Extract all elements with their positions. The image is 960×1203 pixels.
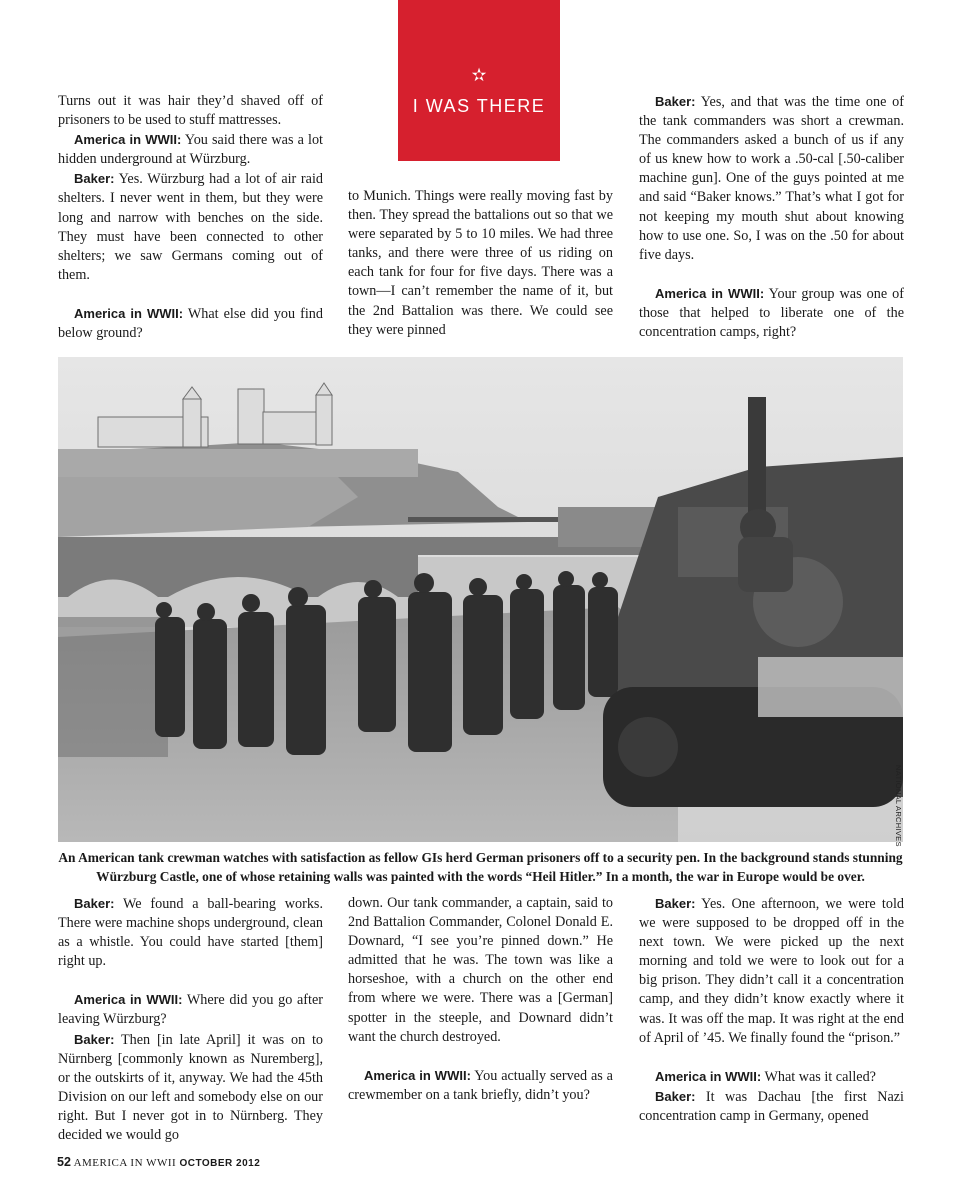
paragraph bbox=[58, 130, 323, 169]
speaker-label: America in WWII: bbox=[74, 992, 183, 1008]
speaker-label: America in WWII: bbox=[74, 305, 184, 321]
photo-caption: An American tank crewman watches with satisfaction as fellow GIs herd German prisoners off to a security pen. In the background stands stunning Würzburg Castle, one of whose retaining walls was painted with the words “Heil Hitler.” In a month, the war in Europe would be over. bbox=[58, 850, 903, 884]
magazine-name: AMERICA IN WWII bbox=[73, 1157, 177, 1169]
paragraph: down. Our tank commander, a captain, said to 2nd Battalion Commander, Colonel Donald E. Downard, “I see you’re pinned down.” He admitted that he was. The town was like a horseshoe, with a church on the other end from where we were. There was a [German] spotter in the steeple, and Downard didn’t want the church destroyed. bbox=[348, 895, 613, 1045]
speaker-label: Baker: bbox=[655, 1088, 696, 1104]
paragraph-text: Yes. Würzburg had a lot of air raid shelters. I never went in them, but they were long and narrow with benches on the side. They must have been connected to other shelters; we saw Germans coming out of them. bbox=[58, 171, 323, 283]
page-footer bbox=[57, 1155, 260, 1169]
paragraph-text: You said there was a lot hidden underground at Würzburg. bbox=[58, 132, 323, 168]
section-banner bbox=[398, 0, 560, 161]
photo-illustration bbox=[58, 357, 903, 842]
paragraph-text: Then [in late April] it was on to Nürnberg [commonly known as Nuremberg], or the outskirts of it, anyway. We had the 45th Division on our left and somebody else on our right. But I never got in to Nürnberg. They decided we would go bbox=[58, 1031, 323, 1144]
paragraph bbox=[639, 894, 904, 1048]
paragraph-text: Where did you go after leaving Würzburg? bbox=[58, 992, 323, 1028]
page-number: 52 bbox=[57, 1155, 71, 1169]
bottom-column-2 bbox=[348, 894, 613, 1105]
historical-photo bbox=[58, 357, 903, 842]
paragraph bbox=[639, 92, 904, 265]
speaker-label: Baker: bbox=[74, 171, 115, 187]
speaker-label: Baker: bbox=[74, 1031, 115, 1047]
rubble-bank bbox=[58, 617, 168, 757]
bottom-column-1 bbox=[58, 894, 323, 1145]
paragraph-text: Yes. One afternoon, we were told we were supposed to be dropped off in the next town. We were picked up the next morning and told we were to look out for a big prison. They didn’t call it a concentration camp, and they didn’t know exactly where it was. It was off the map. It was right at the end of April of ’45. We finally found the “prison.” bbox=[639, 896, 904, 1046]
paragraph bbox=[348, 1066, 613, 1105]
paragraph-text: It was Dachau [the first Nazi concentration camp in Germany, opened bbox=[639, 1088, 904, 1124]
paragraph-text: We found a ball-bearing works. There were machine shops underground, clean as a whistle. You could have started [them] right up. bbox=[58, 896, 323, 970]
speaker-label: Baker: bbox=[655, 94, 696, 109]
speaker-label: America in WWII: bbox=[655, 285, 765, 301]
paragraph bbox=[639, 284, 904, 342]
paragraph: Turns out it was hair they’d shaved off of prisoners to be used to stuff mattresses. bbox=[58, 93, 323, 129]
paragraph-text: Yes, and that was the time one of the tank commanders was short a crewman. The commanders asked a bunch of us if any of us knew how to work a .50-cal [.50-caliber machine gun]. One of the guys pointed at me and said “Baker knows.” That’s what I got for not keeping my mouth shut about knowing how to use one. So, I was on the .50 for about five days. bbox=[639, 94, 904, 263]
bottom-column-3 bbox=[639, 894, 904, 1126]
speaker-label: America in WWII: bbox=[74, 132, 182, 148]
top-column-3 bbox=[639, 92, 904, 342]
paragraph bbox=[639, 1067, 904, 1087]
speaker-label: America in WWII: bbox=[364, 1067, 471, 1083]
photo-credit: NATIONAL ARCHIVES bbox=[894, 765, 903, 847]
paragraph: to Munich. Things were really moving fast by then. They spread the battalions out so that we were separated by 5 to 10 miles. We had three tanks, and there were three of us riding on each tank for four for five days. There was a town—I can’t remember the name of it, but the 2nd Battalion was there. We could see they were pinned bbox=[348, 188, 613, 338]
paragraph bbox=[58, 894, 323, 971]
paragraph-text: You actually served as a crewmember on a tank briefly, didn’t you? bbox=[348, 1067, 613, 1103]
top-column-1 bbox=[58, 92, 323, 343]
speaker-label: Baker: bbox=[655, 896, 696, 911]
paragraph bbox=[58, 304, 323, 343]
paragraph-text: What was it called? bbox=[761, 1068, 876, 1085]
paragraph-text: Your group was one of those that helped to liberate one of the concentration camps, right? bbox=[639, 285, 904, 341]
paragraph bbox=[58, 1030, 323, 1146]
star-icon: ✫ bbox=[471, 65, 487, 85]
paragraph bbox=[58, 990, 323, 1029]
speaker-label: Baker: bbox=[74, 896, 115, 911]
section-title: I WAS THERE bbox=[412, 96, 546, 116]
speaker-label: America in WWII: bbox=[655, 1068, 762, 1084]
top-column-2 bbox=[348, 187, 613, 340]
paragraph bbox=[639, 1087, 904, 1126]
issue-date: OCTOBER 2012 bbox=[179, 1158, 261, 1169]
paragraph-text: What else did you find below ground? bbox=[58, 305, 323, 342]
retaining-wall bbox=[58, 449, 418, 477]
paragraph bbox=[58, 169, 323, 285]
